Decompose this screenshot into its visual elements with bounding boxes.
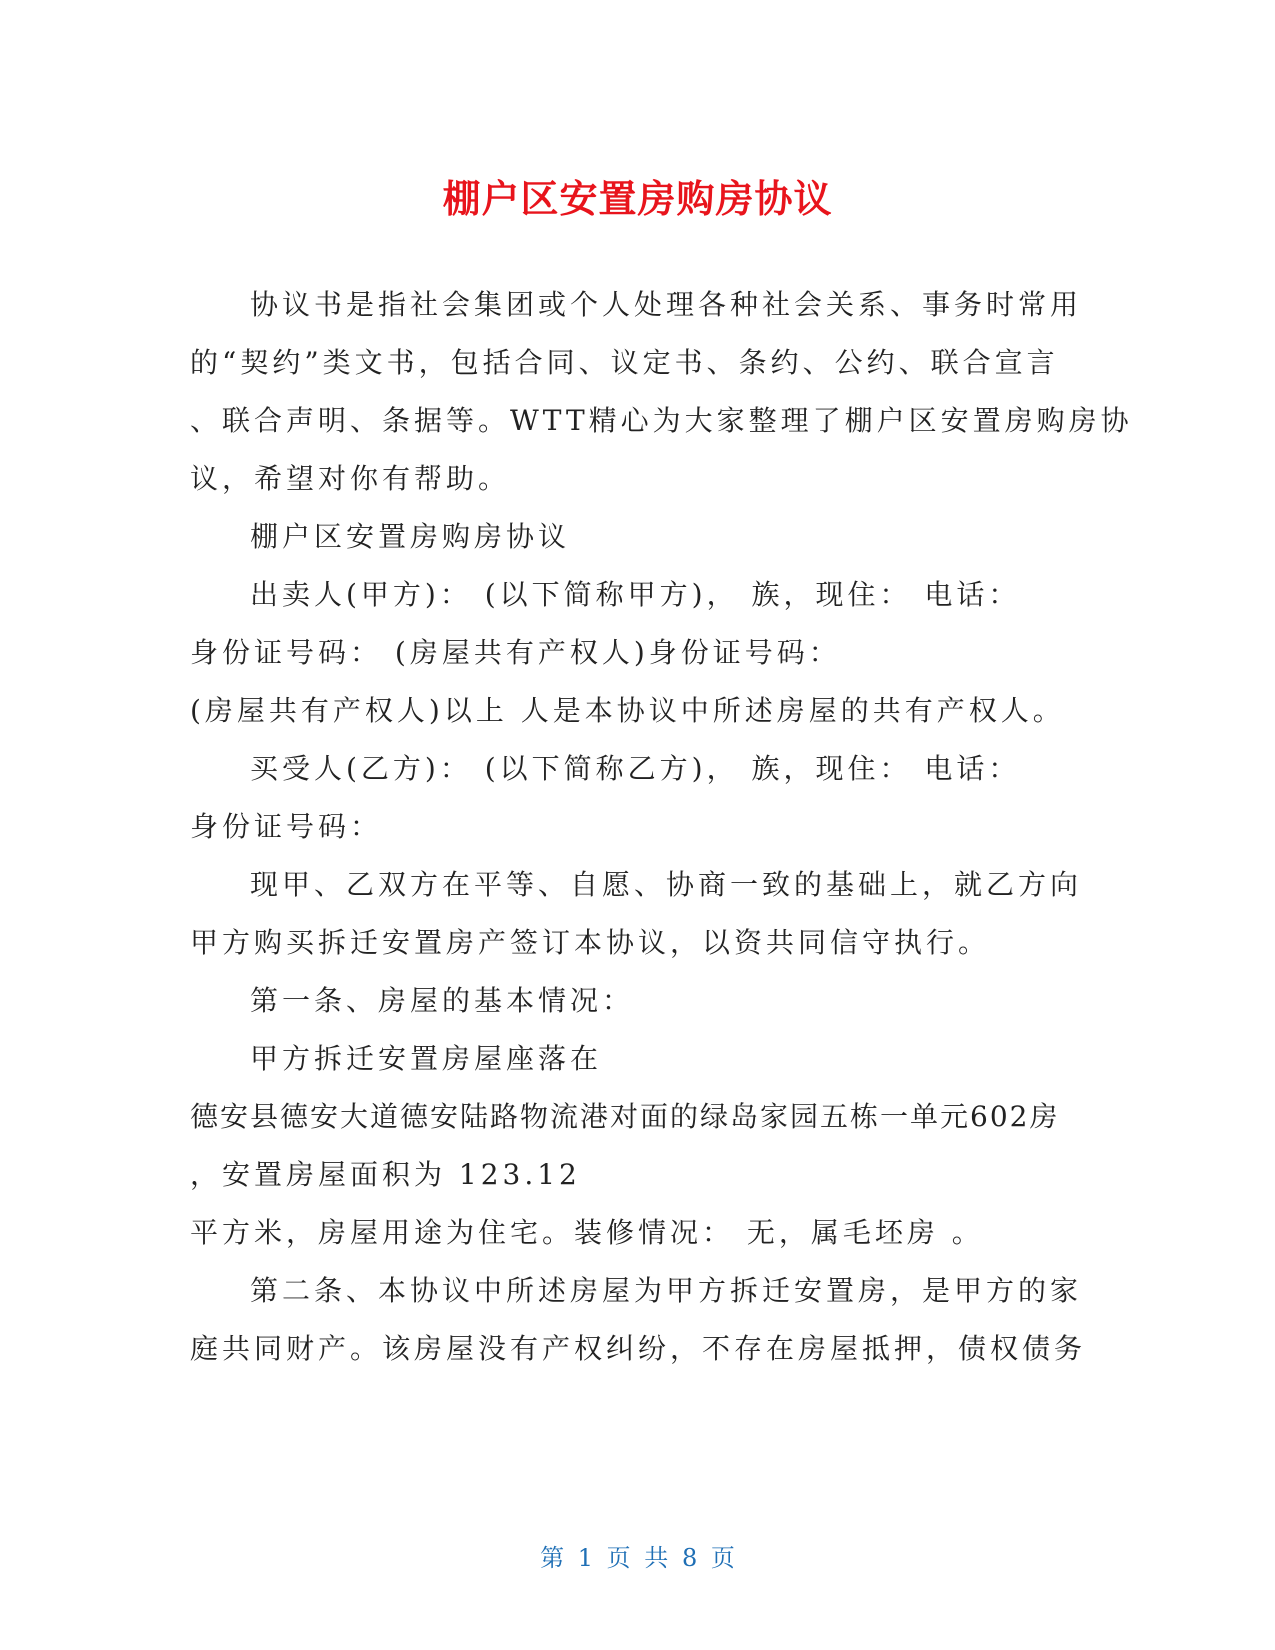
paragraph-line: 买受人(乙方)： (以下简称乙方)， 族，现住： 电话： <box>250 752 1021 785</box>
paragraph-line: 身份证号码： (房屋共有产权人)身份证号码： <box>190 636 841 669</box>
paragraph-line: (房屋共有产权人)以上 人是本协议中所述房屋的共有产权人。 <box>190 694 1065 727</box>
paragraph-line: 平方米，房屋用途为住宅。装修情况： 无，属毛坯房 。 <box>190 1216 984 1249</box>
paragraph-line: 现甲、乙双方在平等、自愿、协商一致的基础上，就乙方向 <box>250 868 1083 901</box>
paragraph-line: 出卖人(甲方)： (以下简称甲方)， 族，现住： 电话： <box>250 578 1021 611</box>
paragraph-line: 协议书是指社会集团或个人处理各种社会关系、事务时常用 <box>250 288 1083 321</box>
paragraph-line: 、联合声明、条据等。WTT精心为大家整理了棚户区安置房购房协 <box>190 404 1133 437</box>
document-title: 棚户区安置房购房协议 <box>442 177 833 221</box>
paragraph-line: 的“契约”类文书，包括合同、议定书、条约、公约、联合宣言 <box>190 346 1059 379</box>
page-number: 第 1 页 共 8 页 <box>540 1544 735 1572</box>
paragraph-line: 棚户区安置房购房协议 <box>250 520 571 553</box>
paragraph-line: 第一条、房屋的基本情况： <box>250 984 635 1017</box>
paragraph-line: ，安置房屋面积为 123.12 <box>190 1158 581 1191</box>
paragraph-line: 甲方购买拆迁安置房产签订本协议，以资共同信守执行。 <box>190 926 991 959</box>
paragraph-line: 身份证号码： <box>190 810 383 843</box>
paragraph-line: 德安县德安大道德安陆路物流港对面的绿岛家园五栋一单元602房 <box>190 1100 1060 1133</box>
paragraph-line: 庭共同财产。该房屋没有产权纠纷，不存在房屋抵押，债权债务 <box>190 1332 1087 1365</box>
paragraph-line: 议，希望对你有帮助。 <box>190 462 511 495</box>
paragraph-line: 甲方拆迁安置房屋座落在 <box>250 1042 603 1075</box>
paragraph-line: 第二条、本协议中所述房屋为甲方拆迁安置房，是甲方的家 <box>250 1274 1083 1307</box>
